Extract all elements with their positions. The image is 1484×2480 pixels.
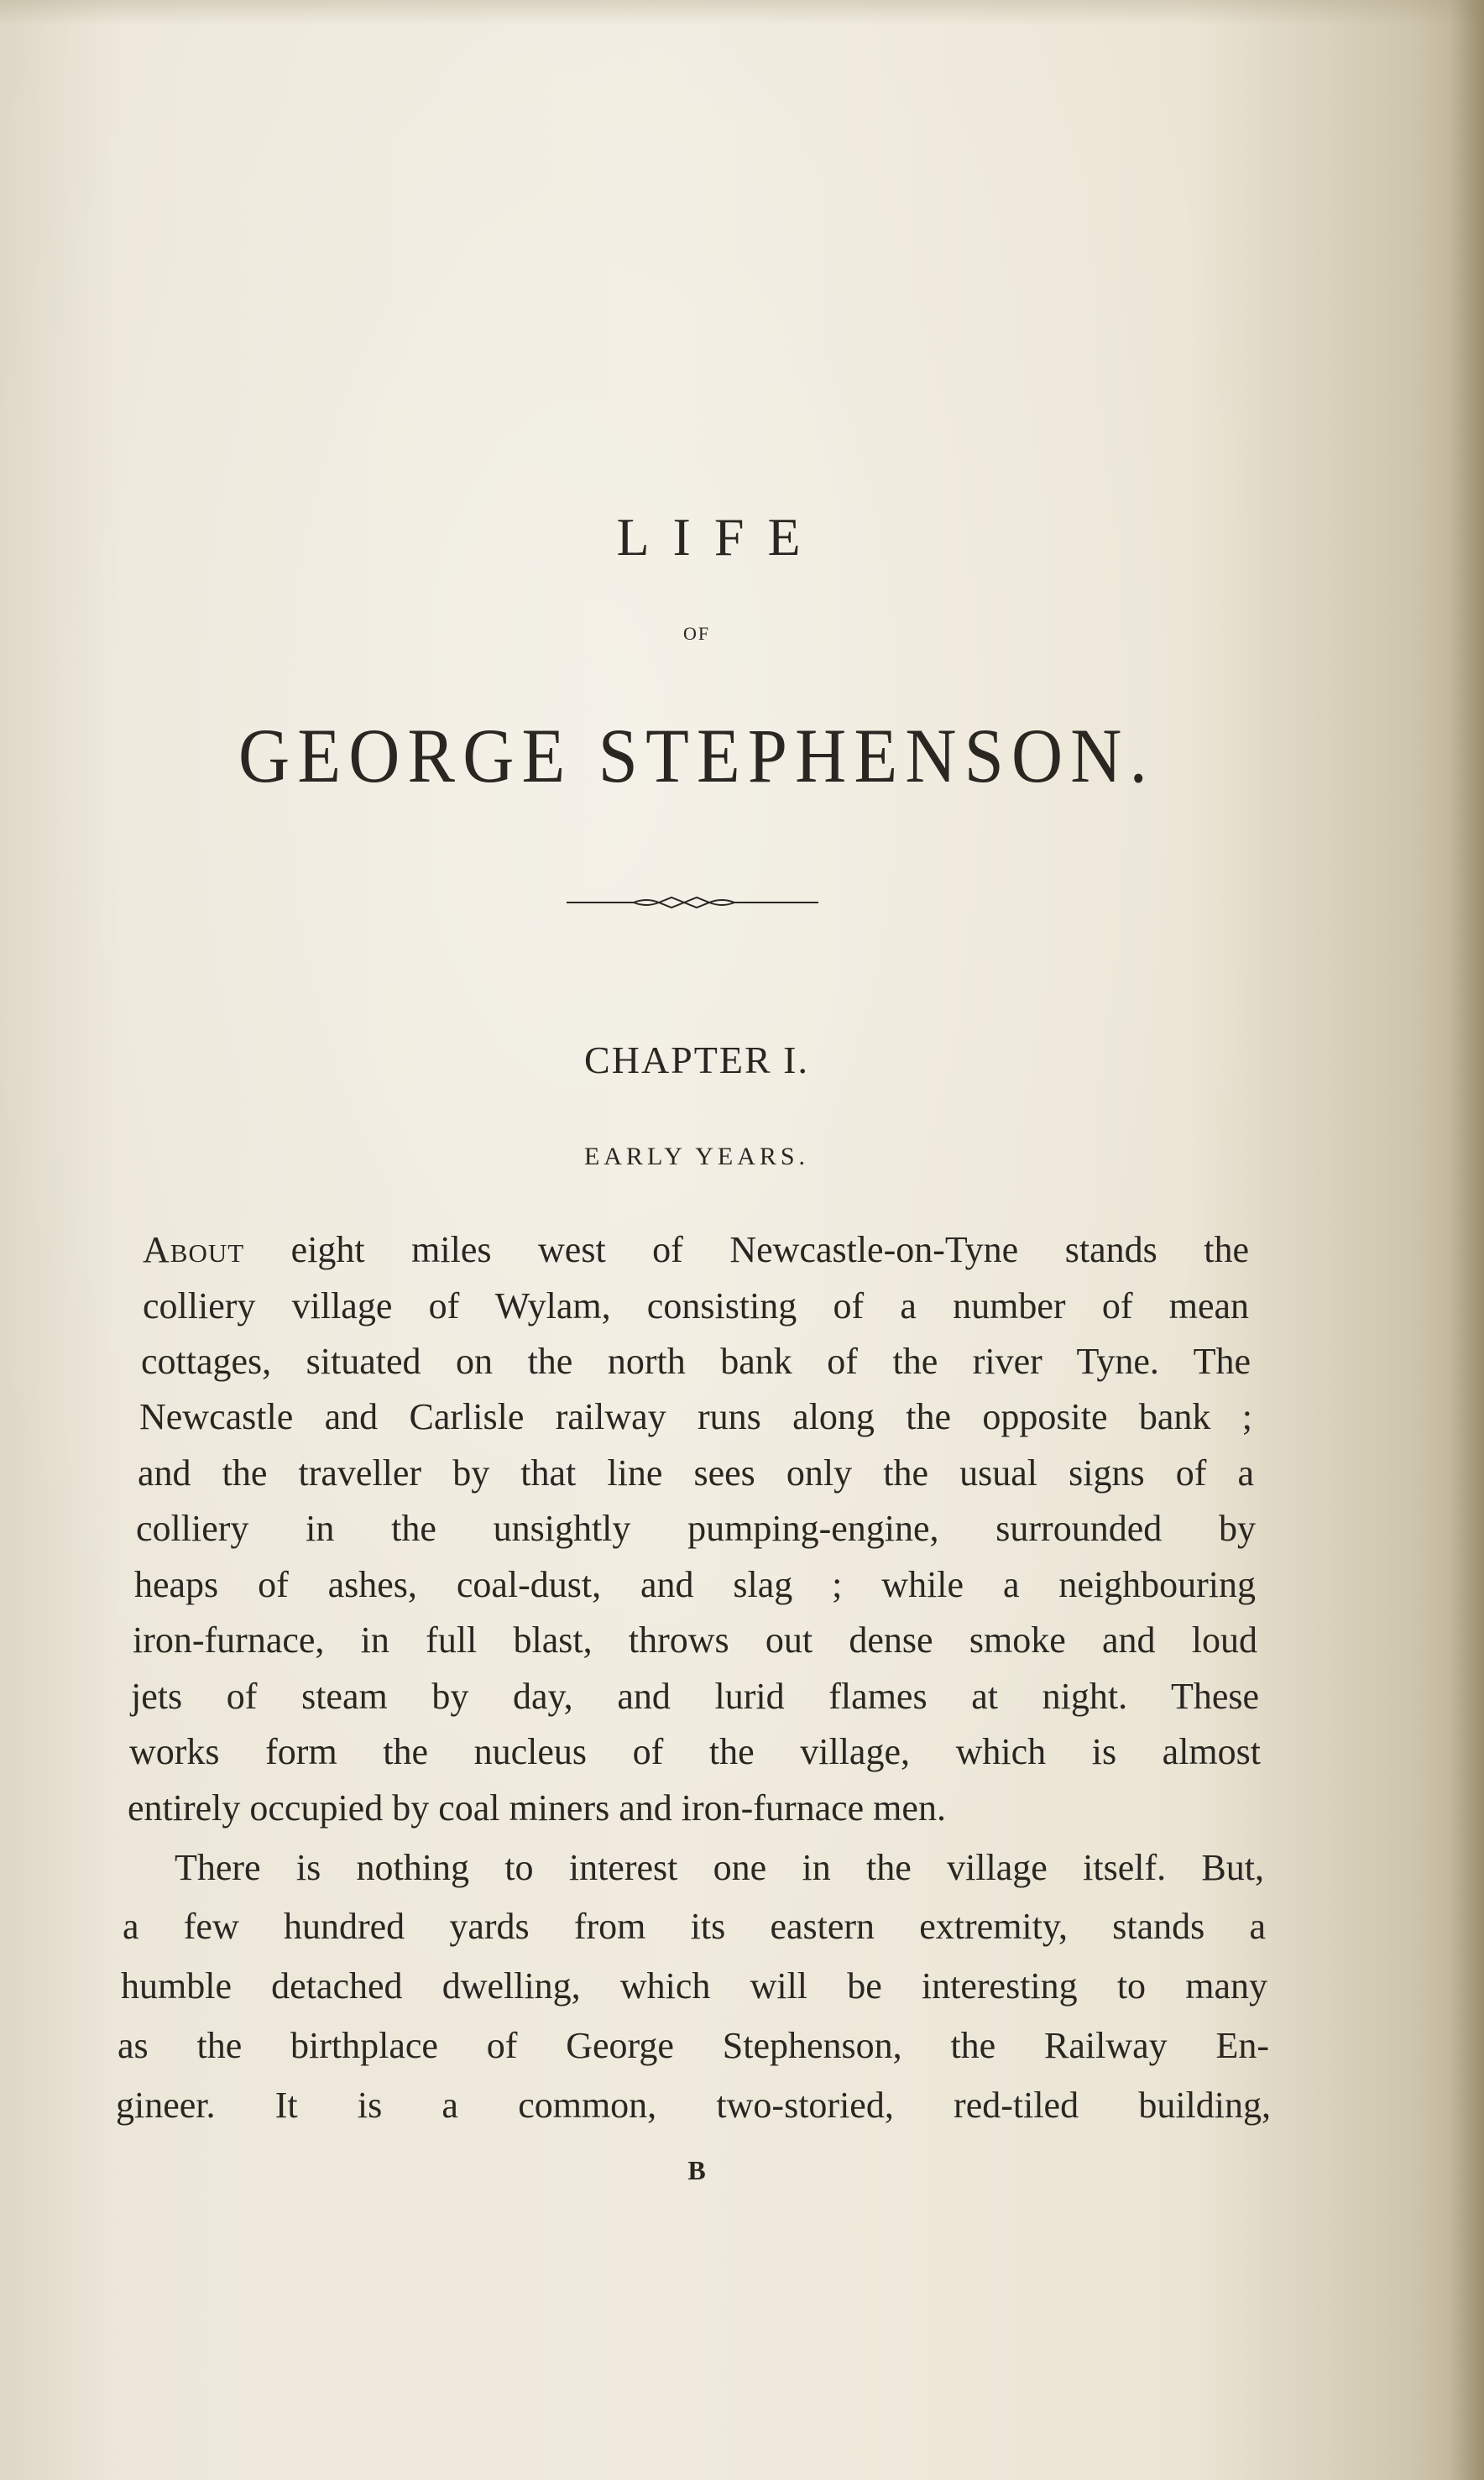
text-line-1	[143, 1222, 1249, 1278]
signature-mark: B	[687, 2155, 706, 2185]
chapter-title: EARLY YEARS.	[583, 1143, 810, 1170]
title-life: LIFE	[616, 507, 824, 567]
text-line-16: gineer. It is a common, two-storied, red-tiled building,	[116, 2085, 1271, 2126]
text-line-4: Newcastle and Carlisle railway runs along the opposite bank ;	[139, 1396, 1252, 1437]
chapter-number: CHAPTER I.	[584, 1039, 809, 1081]
page-top-shadow	[0, 0, 1484, 25]
title-name: GEORGE STEPHENSON.	[238, 713, 1155, 798]
text-line-6: colliery in the unsightly pumping-engine, surrounded by	[136, 1508, 1256, 1549]
text-line-3: cottages, situated on the north bank of the river Tyne. The	[141, 1341, 1251, 1382]
text-line-8: iron-furnace, in full blast, throws out dense smoke and loud	[133, 1619, 1257, 1661]
text-line-1-rest: eight miles west of Newcastle-on-Tyne stands the	[244, 1229, 1249, 1270]
page-binding-edge	[1450, 0, 1484, 2480]
text-line-5: and the traveller by that line sees only the usual signs of a	[138, 1452, 1254, 1494]
text-line-7: heaps of ashes, coal-dust, and slag ; while a neighbouring	[134, 1564, 1256, 1605]
text-line-13: a few hundred yards from its eastern extremity, stands a	[123, 1906, 1266, 1947]
lead-word: About	[143, 1229, 245, 1270]
text-line-9: jets of steam by day, and lurid flames at night. These	[131, 1676, 1259, 1717]
title-of: OF	[682, 623, 711, 644]
text-line-14: humble detached dwelling, which will be interesting to many	[121, 1965, 1267, 2006]
ornament-divider	[567, 890, 818, 915]
text-line-12: There is nothing to interest one in the village itself. But,	[175, 1847, 1264, 1888]
text-line-10: works form the nucleus of the village, which is almost	[129, 1731, 1261, 1772]
text-line-2: colliery village of Wylam, consisting of a number of mean	[143, 1285, 1249, 1326]
text-line-11: entirely occupied by coal miners and iron-furnace men.	[128, 1787, 946, 1829]
text-line-15: as the birthplace of George Stephenson, the Railway En-	[118, 2025, 1269, 2066]
